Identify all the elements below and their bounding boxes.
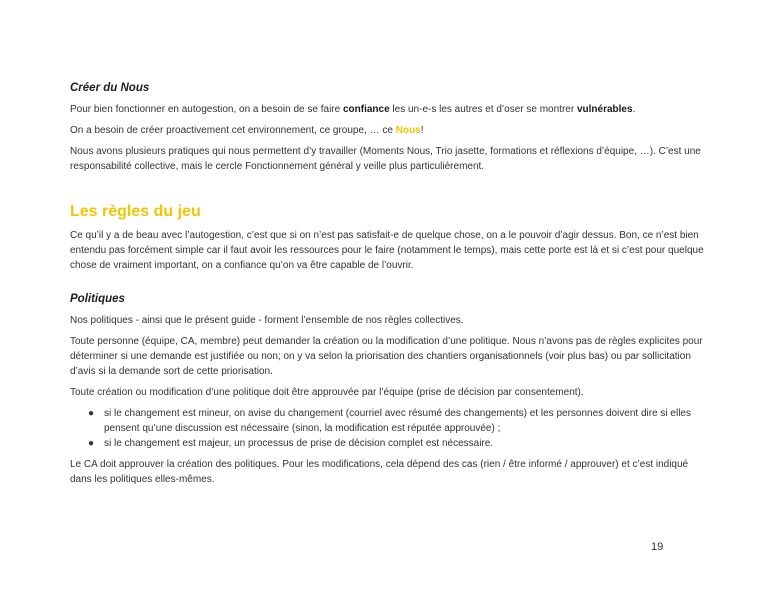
text-run: . (632, 104, 636, 115)
list-item (70, 406, 710, 436)
paragraph-demande-politique: Toute personne (équipe, CA, membre) peut demander la création ou la modification d’une politique. Nous n’avons pas de règles explicites pour déterminer si une demande est justifiée ou non; on y va selon la priorisation des chantiers organisationnels (voir plus bas) ou par sollicitation d’avis si la demande sort de cette priorisation. (70, 336, 703, 377)
text-run: les un-e-s les autres et d’oser se montrer (389, 104, 577, 115)
text-run: Pour bien fonctionner en autogestion, on a besoin de se faire (70, 104, 343, 115)
bullet-list (70, 406, 710, 451)
list-item-text: si le changement est mineur, on avise du changement (courriel avec résumé des changements) et les personnes doivent dire si elles pensent qu’une discussion est nécessaire (sinon, la modification est réputée approuvée) ; (104, 408, 691, 434)
bullet-icon: ● (88, 408, 95, 419)
spacer (70, 180, 710, 202)
paragraph-confiance (70, 102, 710, 117)
paragraph-ca: Le CA doit approuver la création des politiques. Pour les modifications, cela dépend des cas (rien / être informé / approuver) et c’est indiqué dans les politiques elles-mêmes. (70, 459, 689, 485)
paragraph-approbation: Toute création ou modification d’une politique doit être approuvée par l’équipe (prise de décision par consentement). (70, 387, 584, 398)
heading-regles-du-jeu: Les règles du jeu (70, 203, 201, 220)
highlight-nous: Nous (395, 125, 421, 136)
text-run: On a besoin de créer proactivement cet environnement, ce groupe, … ce (70, 125, 396, 136)
paragraph-autogestion: Ce qu’il y a de beau avec l’autogestion, c’est que si on n’est pas satisfait-e de quelque chose, on a le pouvoir d’agir dessus. Bon, ce n’est bien entendu pas forcément simple car il faut avoir les ressources pour le faire (notamment le temps), mais cette porte est là et si c’est pour quelque chose de vraiment important, on a confiance qu’on va être capable de l’ouvrir. (70, 230, 704, 271)
page-content (70, 80, 710, 493)
paragraph-pratiques: Nous avons plusieurs pratiques qui nous permettent d’y travailler (Moments Nous, Trio jasette, formations et réflexions d’équipe, …). C’est une responsabilité collective, mais le cercle Fonctionnement général y veille plus particulièrement. (70, 146, 701, 172)
list-item-text: si le changement est majeur, un processus de prise de décision complet est nécessaire. (104, 438, 494, 449)
paragraph-politiques-intro: Nos politiques - ainsi que le présent guide - forment l’ensemble de nos règles collectives. (70, 315, 464, 326)
heading-creer-du-nous: Créer du Nous (70, 82, 150, 94)
bold-vulnerables: vulnérables (576, 104, 633, 115)
bold-confiance: confiance (342, 104, 390, 115)
spacer (70, 279, 710, 291)
list-item (70, 436, 710, 451)
heading-politiques: Politiques (70, 293, 125, 305)
paragraph-nous (70, 123, 710, 138)
page-number: 19 (651, 541, 664, 553)
text-run: ! (420, 125, 424, 136)
bullet-icon: ● (88, 438, 95, 449)
